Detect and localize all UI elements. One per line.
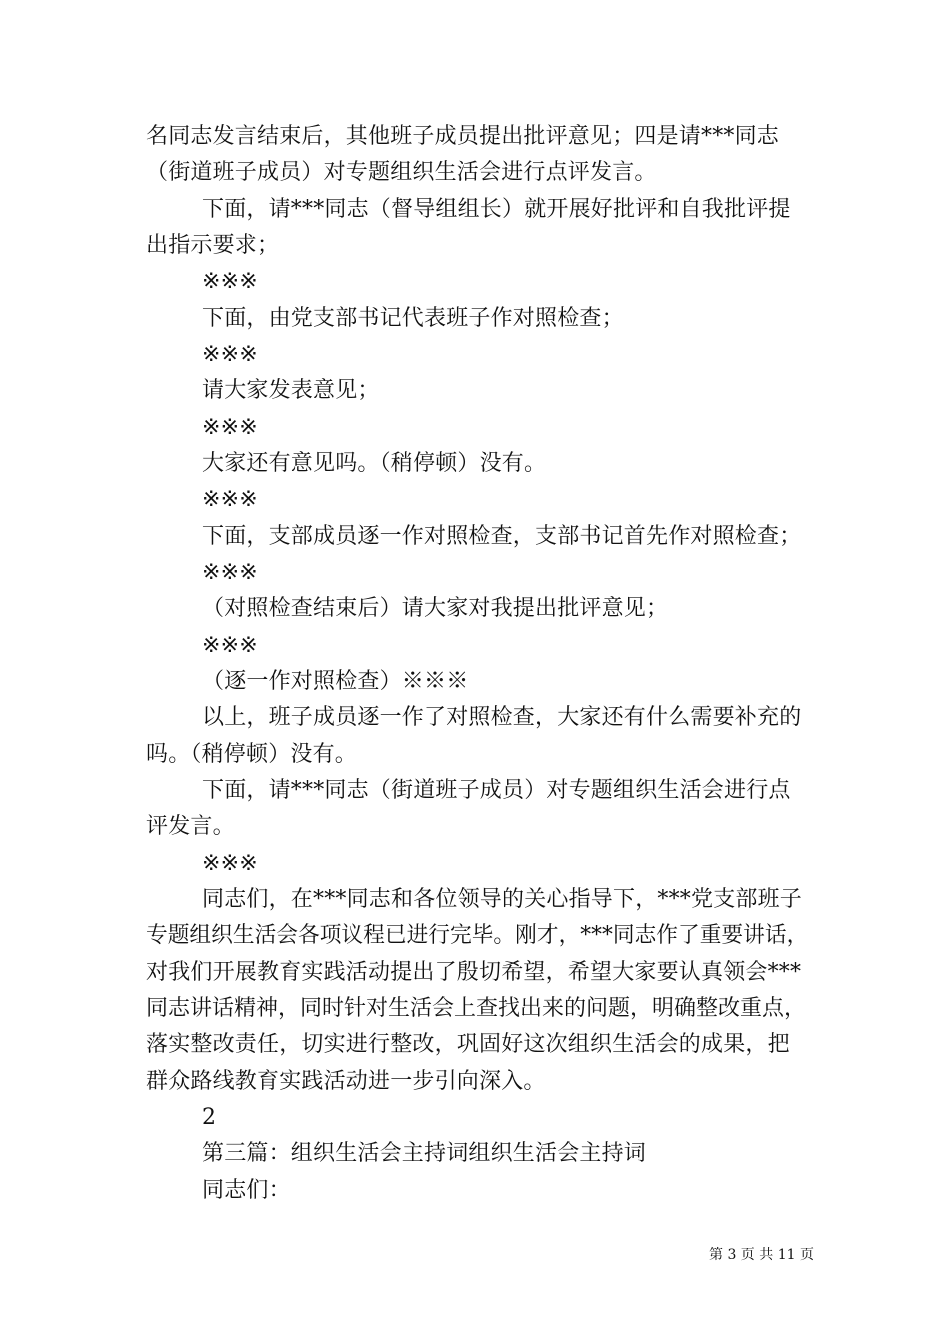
page-number-marker: 2 [202,1105,217,1130]
separator-marks: ※※※ [202,342,258,367]
text-line: 名同志发言结束后，其他班子成员提出批评意见；四是请***同志 [146,124,780,149]
text-line: 下面，由党支部书记代表班子作对照检查； [202,306,624,331]
text-line: 同志们： [202,1178,291,1203]
text-line: 同志们，在***同志和各位领导的关心指导下，***党支部班子 [202,887,803,912]
text-line: 吗。（稍停顿）没有。 [146,742,358,767]
text-line: 以上，班子成员逐一作了对照检查，大家还有什么需要补充的 [202,705,802,730]
text-line: 评发言。 [146,814,235,839]
text-line: 下面，请***同志（街道班子成员）对专题组织生活会进行点 [202,778,791,803]
text-line: 请大家发表意见； [202,378,380,403]
page-footer: 第 3 页 共 11 页 [709,1247,814,1263]
text-line: 出指示要求； [146,233,280,258]
text-line: （逐一作对照检查）※※※ [202,669,469,694]
text-line: （街道班子成员）对专题组织生活会进行点评发言。 [146,160,657,185]
text-line: 群众路线教育实践活动进一步引向深入。 [146,1069,546,1094]
separator-marks: ※※※ [202,269,258,294]
text-line: 下面，支部成员逐一作对照检查，支部书记首先作对照检查； [202,524,802,549]
text-line: 同志讲话精神，同时针对生活会上查找出来的问题，明确整改重点， [146,996,807,1021]
separator-marks: ※※※ [202,851,258,876]
separator-marks: ※※※ [202,487,258,512]
section-heading: 第三篇：组织生活会主持词组织生活会主持词 [202,1141,647,1166]
text-line: 下面，请***同志（督导组组长）就开展好批评和自我批评提 [202,197,791,222]
text-line: 落实整改责任，切实进行整改，巩固好这次组织生活会的成果，把 [146,1032,790,1057]
text-line: 大家还有意见吗。（稍停顿）没有。 [202,451,547,476]
text-line: 对我们开展教育实践活动提出了殷切希望，希望大家要认真领会*** [146,960,802,985]
text-line: 专题组织生活会各项议程已进行完毕。刚才，***同志作了重要讲话， [146,923,809,948]
separator-marks: ※※※ [202,560,258,585]
separator-marks: ※※※ [202,415,258,440]
text-line: （对照检查结束后）请大家对我提出批评意见； [202,596,669,621]
separator-marks: ※※※ [202,633,258,658]
